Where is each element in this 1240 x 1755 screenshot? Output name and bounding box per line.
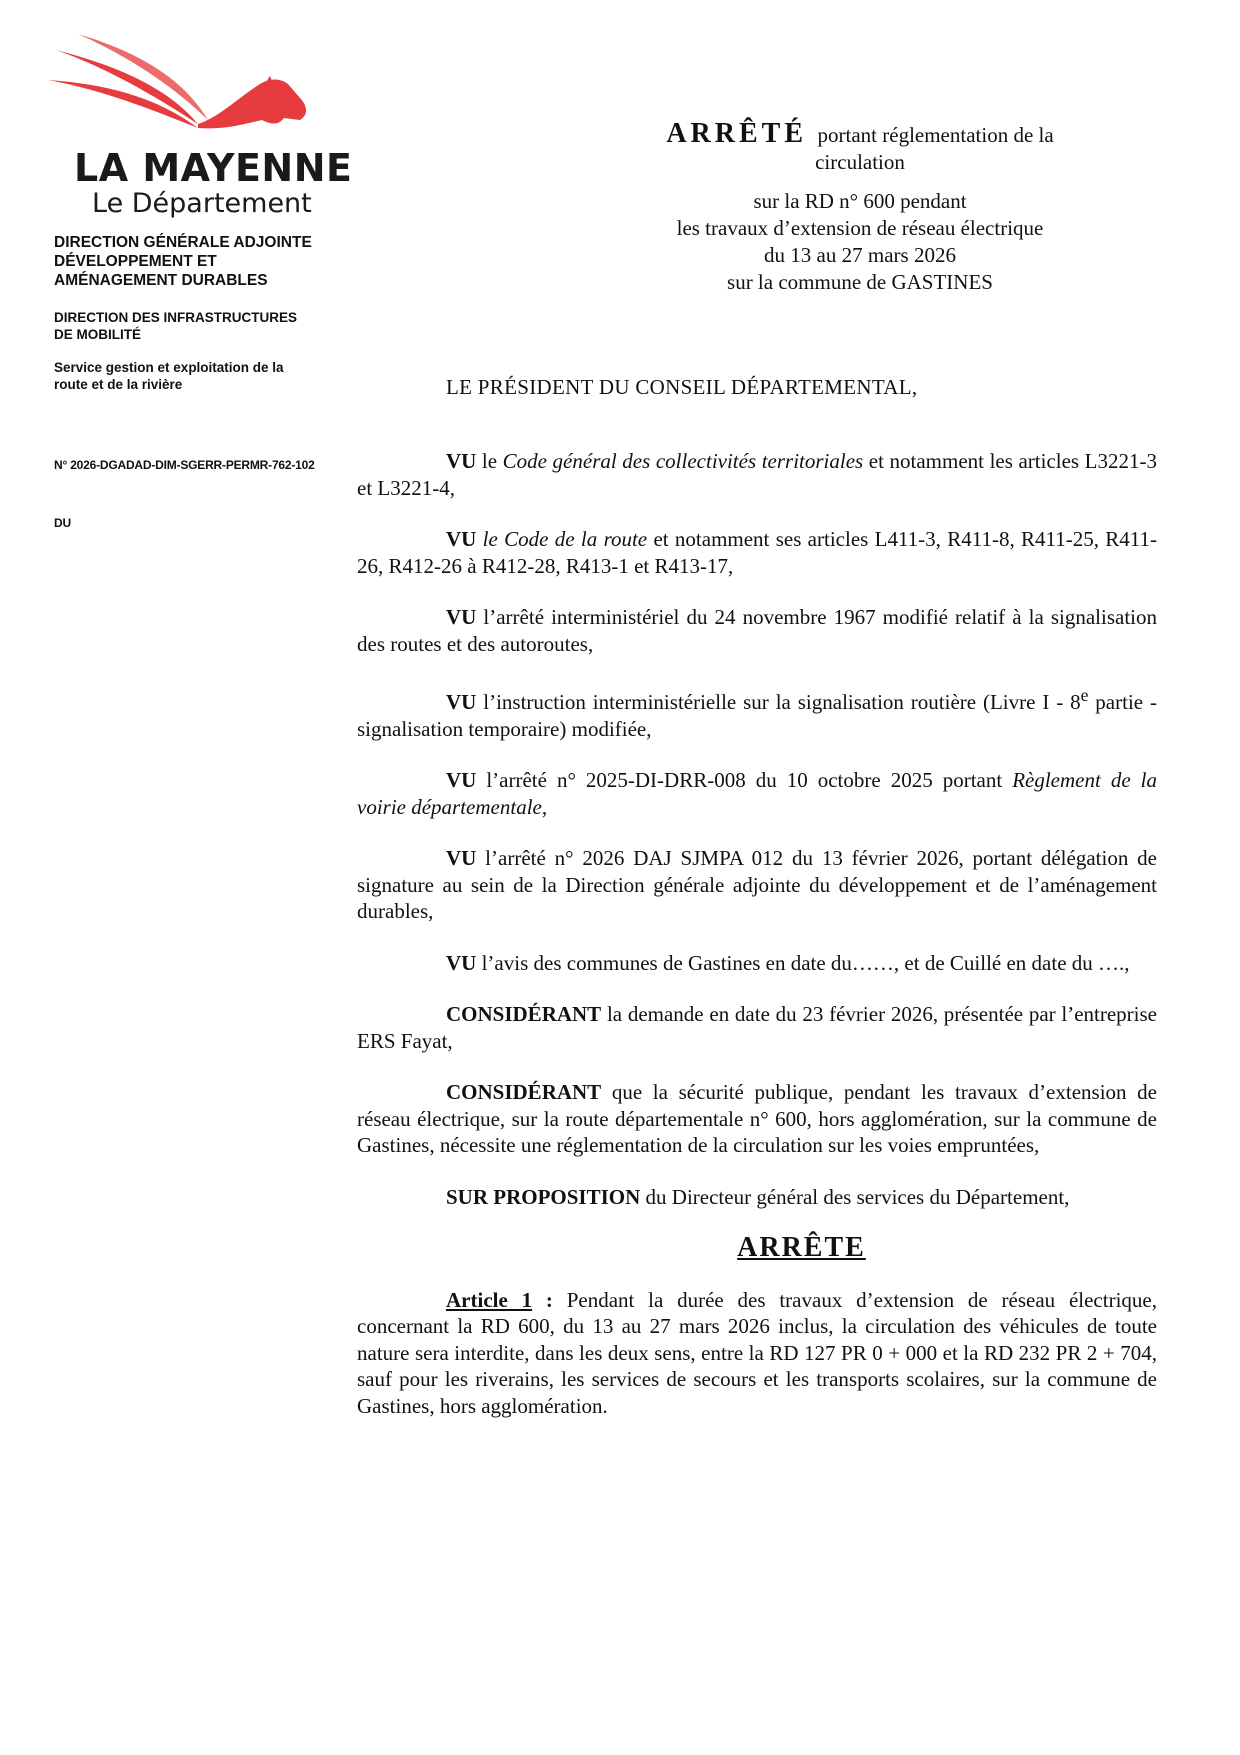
visa-paragraph: VU l’instruction interministérielle sur la signalisation routière (Livre I - 8e partie - signalisation temporaire) modifiée, — [357, 685, 1157, 741]
arrete-title: ARRÊTE — [737, 1232, 866, 1263]
heading-line-1-rest: portant réglementation de la — [817, 123, 1054, 147]
heading-line-6: sur la commune de GASTINES — [727, 270, 993, 294]
proposition-paragraph: SUR PROPOSITION du Directeur général des services du Département, — [446, 1184, 1070, 1209]
visa-paragraph: VU l’arrêté interministériel du 24 novembre 1967 modifié relatif à la signalisation des routes et des autoroutes, — [357, 605, 1157, 656]
department-logo — [48, 28, 353, 228]
visa-paragraph: VU le Code de la route et notamment ses articles L411-3, R411-8, R411-25, R411-26, R412-26 à R412-28, R413-1 et R413-17, — [357, 527, 1158, 578]
horse-wings-logo-icon — [48, 28, 348, 148]
document-date-label: DU — [54, 516, 71, 530]
heading-line-5: du 13 au 27 mars 2026 — [764, 243, 956, 267]
heading-line-1 — [620, 120, 1100, 149]
direction-generale-line: AMÉNAGEMENT DURABLES — [54, 272, 268, 289]
direction-generale-line: DÉVELOPPEMENT ET — [54, 253, 217, 270]
heading-arrete-word: ARRÊTÉ — [666, 118, 808, 149]
service-line: Service gestion et exploitation de la — [54, 360, 284, 375]
direction-generale — [54, 233, 344, 290]
brand-name: LA MAYENNE — [74, 146, 353, 190]
document-reference: N° 2026-DGADAD-DIM-SGERR-PERMR-762-102 — [54, 458, 315, 472]
heading-line-4: les travaux d’extension de réseau électrique — [676, 216, 1044, 240]
visa-paragraph: VU l’avis des communes de Gastines en date du……, et de Cuillé en date du …., — [446, 950, 1130, 975]
article-1-label: Article 1 — [446, 1287, 533, 1312]
visa-paragraph: VU le Code général des collectivités territoriales et notamment les articles L3221-3 et L3221-4, — [357, 449, 1158, 500]
article-1-text: Pendant la durée des travaux d’extension de réseau électrique, concernant la RD 600, du 13 au 27 mars 2026 inclus, la circulation des véhicules de toute nature sera interdite, dans les deux sens, entre la RD 127 PR 0 + 000 et la RD 232 PR 2 + 704, sauf pour les riverains, les services de secours et les transports scolaires, sur la commune de Gastines, hors agglomération. — [357, 1287, 1157, 1418]
document-heading — [620, 120, 1100, 296]
visa-paragraph: VU l’arrêté n° 2026 DAJ SJMPA 012 du 13 février 2026, portant délégation de signature au sein de la Direction générale adjointe du développement et de l’aménagement durables, — [357, 846, 1157, 923]
document-body — [357, 448, 1157, 1444]
visa-paragraph: VU l’arrêté n° 2025-DI-DRR-008 du 10 octobre 2025 portant Règlement de la voirie départementale, — [357, 768, 1158, 819]
service-name — [54, 359, 344, 393]
considerant-paragraph: CONSIDÉRANT la demande en date du 23 février 2026, présentée par l’entreprise ERS Fayat, — [357, 1002, 1157, 1053]
brand-subname: Le Département — [92, 188, 312, 219]
direction-infrastructures — [54, 309, 344, 343]
president-title: LE PRÉSIDENT DU CONSEIL DÉPARTEMENTAL, — [446, 375, 918, 399]
direction-line: DIRECTION DES INFRASTRUCTURES — [54, 310, 298, 325]
direction-line: DE MOBILITÉ — [54, 327, 141, 342]
article-1: Article 1 : Pendant la durée des travaux d’extension de réseau électrique, concernant la RD 600, du 13 au 27 mars 2026 inclus, la circulation des véhicules de toute nature sera interdite, dans les deux sens, entre la RD 127 PR 0 + 000 et la RD 232 PR 2 + 704, sauf pour les riverains, les services de secours et les transports scolaires, sur la commune de Gastines, hors agglomération. — [357, 1287, 1157, 1418]
service-line: route et de la rivière — [54, 377, 183, 392]
heading-line-3: sur la RD n° 600 pendant — [753, 189, 967, 213]
considerant-paragraph: CONSIDÉRANT que la sécurité publique, pendant les travaux d’extension de réseau électrique, sur la route départementale n° 600, hors agglomération, sur la commune de Gastines, nécessite une réglementation de la circulation sur les voies empruntées, — [357, 1080, 1157, 1157]
heading-line-2: circulation — [815, 150, 905, 174]
direction-generale-line: DIRECTION GÉNÉRALE ADJOINTE — [54, 234, 312, 251]
